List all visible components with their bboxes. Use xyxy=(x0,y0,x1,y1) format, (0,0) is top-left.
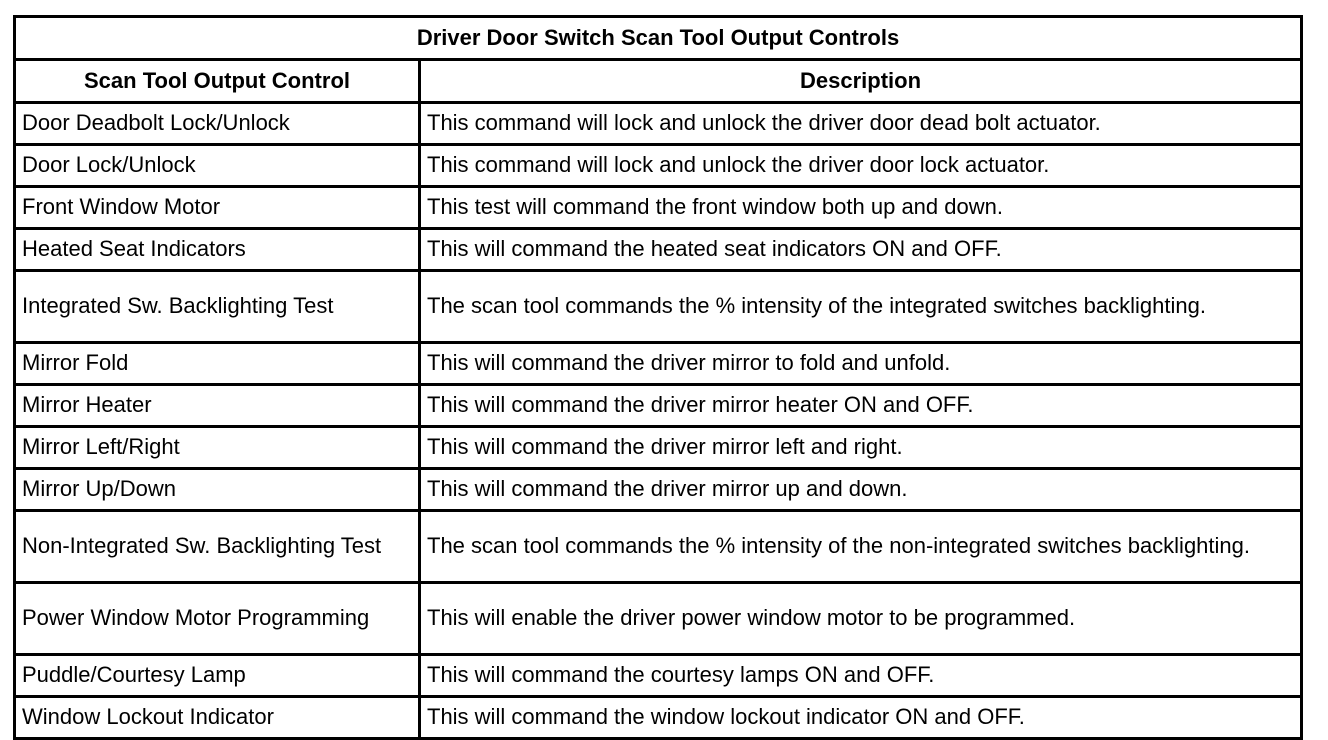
table-row xyxy=(15,427,1302,469)
control-cell: Puddle/Courtesy Lamp xyxy=(15,655,420,697)
table-row xyxy=(15,511,1302,583)
control-cell: Heated Seat Indicators xyxy=(15,229,420,271)
table-row xyxy=(15,145,1302,187)
description-cell: This command will lock and unlock the driver door lock actuator. xyxy=(420,145,1302,187)
table-row xyxy=(15,187,1302,229)
control-cell: Integrated Sw. Backlighting Test xyxy=(15,271,420,343)
description-cell: The scan tool commands the % intensity of the integrated switches backlighting. xyxy=(420,271,1302,343)
description-cell: This will command the window lockout indicator ON and OFF. xyxy=(420,697,1302,739)
table-row xyxy=(15,343,1302,385)
description-cell: This will enable the driver power window motor to be programmed. xyxy=(420,583,1302,655)
control-cell: Power Window Motor Programming xyxy=(15,583,420,655)
control-cell: Non-Integrated Sw. Backlighting Test xyxy=(15,511,420,583)
description-cell: This will command the driver mirror left and right. xyxy=(420,427,1302,469)
column-header-description: Description xyxy=(420,60,1302,103)
description-cell: This will command the courtesy lamps ON and OFF. xyxy=(420,655,1302,697)
description-cell: This will command the driver mirror up and down. xyxy=(420,469,1302,511)
control-cell: Door Deadbolt Lock/Unlock xyxy=(15,103,420,145)
table-row xyxy=(15,583,1302,655)
table-row xyxy=(15,697,1302,739)
control-cell: Door Lock/Unlock xyxy=(15,145,420,187)
table-row xyxy=(15,103,1302,145)
control-cell: Mirror Fold xyxy=(15,343,420,385)
description-cell: This will command the heated seat indicators ON and OFF. xyxy=(420,229,1302,271)
description-cell: This will command the driver mirror heater ON and OFF. xyxy=(420,385,1302,427)
table-row xyxy=(15,655,1302,697)
description-cell: This will command the driver mirror to fold and unfold. xyxy=(420,343,1302,385)
table-title: Driver Door Switch Scan Tool Output Controls xyxy=(15,17,1302,60)
description-cell: This test will command the front window both up and down. xyxy=(420,187,1302,229)
control-cell: Mirror Heater xyxy=(15,385,420,427)
control-cell: Front Window Motor xyxy=(15,187,420,229)
table-row xyxy=(15,229,1302,271)
column-header-control: Scan Tool Output Control xyxy=(15,60,420,103)
control-cell: Mirror Left/Right xyxy=(15,427,420,469)
control-cell: Window Lockout Indicator xyxy=(15,697,420,739)
control-cell: Mirror Up/Down xyxy=(15,469,420,511)
table-row xyxy=(15,385,1302,427)
table-title-row xyxy=(15,17,1302,60)
output-controls-table xyxy=(13,15,1303,740)
description-cell: The scan tool commands the % intensity of the non-integrated switches backlighting. xyxy=(420,511,1302,583)
table-row xyxy=(15,271,1302,343)
table-header-row xyxy=(15,60,1302,103)
description-cell: This command will lock and unlock the driver door dead bolt actuator. xyxy=(420,103,1302,145)
table-row xyxy=(15,469,1302,511)
